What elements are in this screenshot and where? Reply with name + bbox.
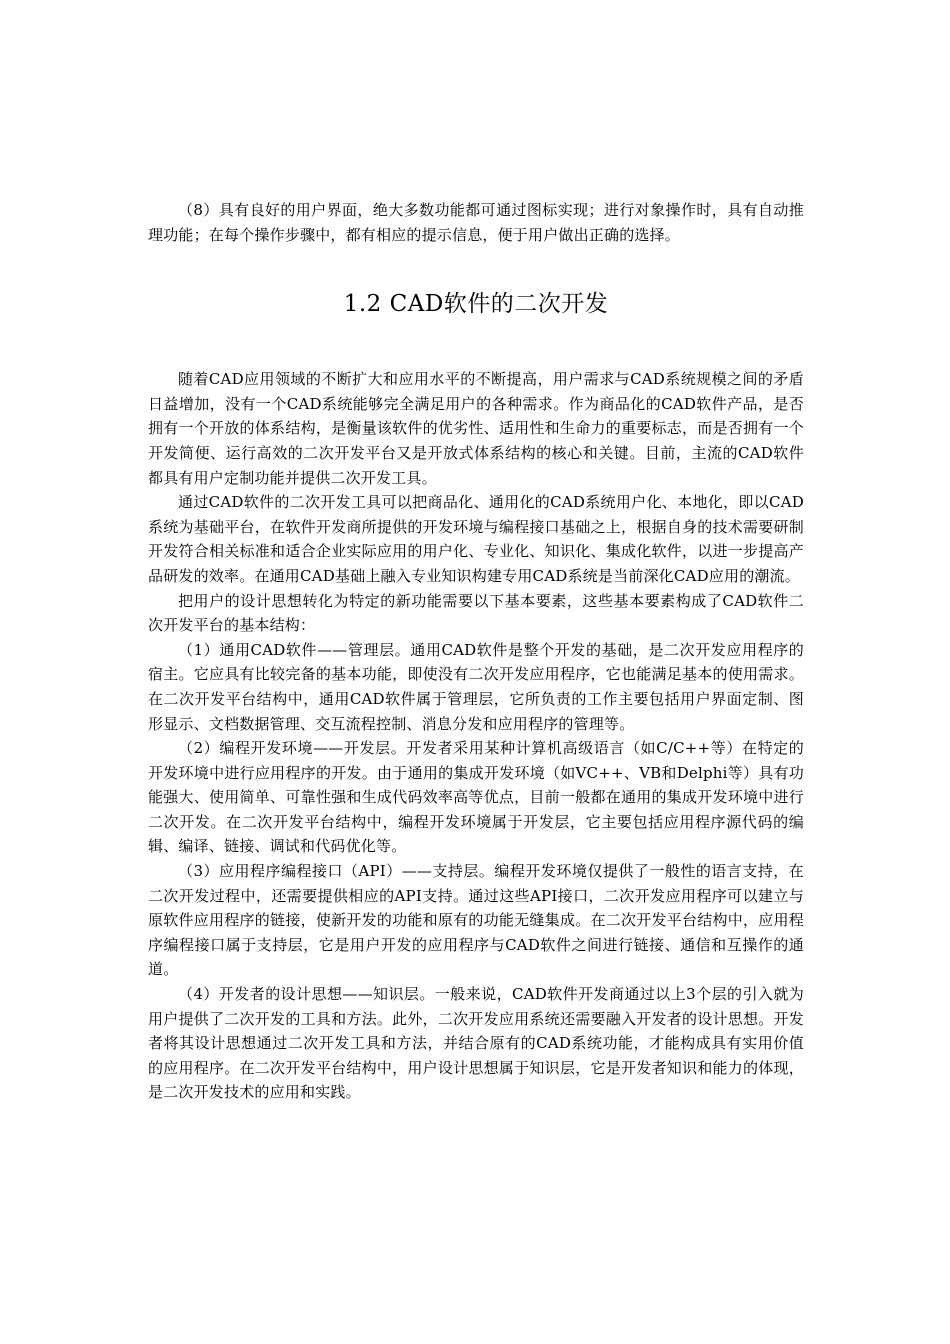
body-paragraph-3: 把用户的设计思想转化为特定的新功能需要以下基本要素，这些基本要素构成了CAD软件二次开发平台的基本结构： — [148, 591, 804, 635]
list-item-support-layer: （3）应用程序编程接口（API）——支持层。编程开发环境仅提供了一般性的语言支持，在二次开发过程中，还需要提供相应的API支持。通过这些API接口，二次开发应用程序可以建立与原软件应用程序的链接，使新开发的功能和原有的功能无缝集成。在二次开发平台结构中，应用程序编程接口属于支持层，它是用户开发的应用程序与CAD软件之间进行链接、通信和互操作的通道。 — [148, 862, 804, 979]
body-paragraph-1: 随着CAD应用领域的不断扩大和应用水平的不断提高，用户需求与CAD系统规模之间的矛盾日益增加，没有一个CAD系统能够完全满足用户的各种需求。作为商品化的CAD软件产品，是否拥有一个开放的体系结构，是衡量该软件的优劣性、适用性和生命力的重要标志，而是否拥有一个开发简便、运行高效的二次开发平台又是开放式体系结构的核心和关键。目前，主流的CAD软件都具有用户定制功能并提供二次开发工具。 — [148, 370, 804, 487]
intro-block — [148, 198, 804, 247]
body-paragraph-2: 通过CAD软件的二次开发工具可以把商品化、通用化的CAD系统用户化、本地化，即以CAD系统为基础平台，在软件开发商所提供的开发环境与编程接口基础之上，根据自身的技术需要研制开发符合相关标准和适合企业实际应用的用户化、专业化、知识化、集成化软件，以进一步提高产品研发的效率。在通用CAD基础上融入专业知识构建专用CAD系统是当前深化CAD应用的潮流。 — [148, 493, 804, 585]
section-title: 1.2 CAD软件的二次开发 — [343, 291, 609, 318]
document-page — [148, 198, 804, 1105]
list-item-management-layer: （1）通用CAD软件——管理层。通用CAD软件是整个开发的基础，是二次开发应用程序的宿主。它应具有比较完备的基本功能，即使没有二次开发应用程序，它也能满足基本的使用需求。在二次开发平台结构中，通用CAD软件属于管理层，它所负责的工作主要包括用户界面定制、图形显示、文档数据管理、交互流程控制、消息分发和应用程序的管理等。 — [148, 640, 804, 733]
section-body — [148, 367, 804, 1105]
section-heading-block — [148, 289, 804, 319]
list-item-development-layer: （2）编程开发环境——开发层。开发者采用某种计算机高级语言（如C/C++等）在特定的开发环境中进行应用程序的开发。由于通用的集成开发环境（如VC++、VB和Delphi等）具有功能强大、使用简单、可靠性强和生成代码效率高等优点，目前一般都在通用的集成开发环境中进行二次开发。在二次开发平台结构中，编程开发环境属于开发层，它主要包括应用程序源代码的编辑、编译、链接、调试和代码优化等。 — [148, 739, 804, 856]
list-item-knowledge-layer: （4）开发者的设计思想——知识层。一般来说，CAD软件开发商通过以上3个层的引入就为用户提供了二次开发的工具和方法。此外，二次开发应用系统还需要融入开发者的设计思想。开发者将其设计思想通过二次开发工具和方法，并结合原有的CAD系统功能，才能构成具有实用价值的应用程序。在二次开发平台结构中，用户设计思想属于知识层，它是开发者知识和能力的体现，是二次开发技术的应用和实践。 — [148, 985, 804, 1102]
intro-paragraph: （8）具有良好的用户界面，绝大多数功能都可通过图标实现；进行对象操作时，具有自动推理功能；在每个操作步骤中，都有相应的提示信息，便于用户做出正确的选择。 — [148, 201, 804, 244]
